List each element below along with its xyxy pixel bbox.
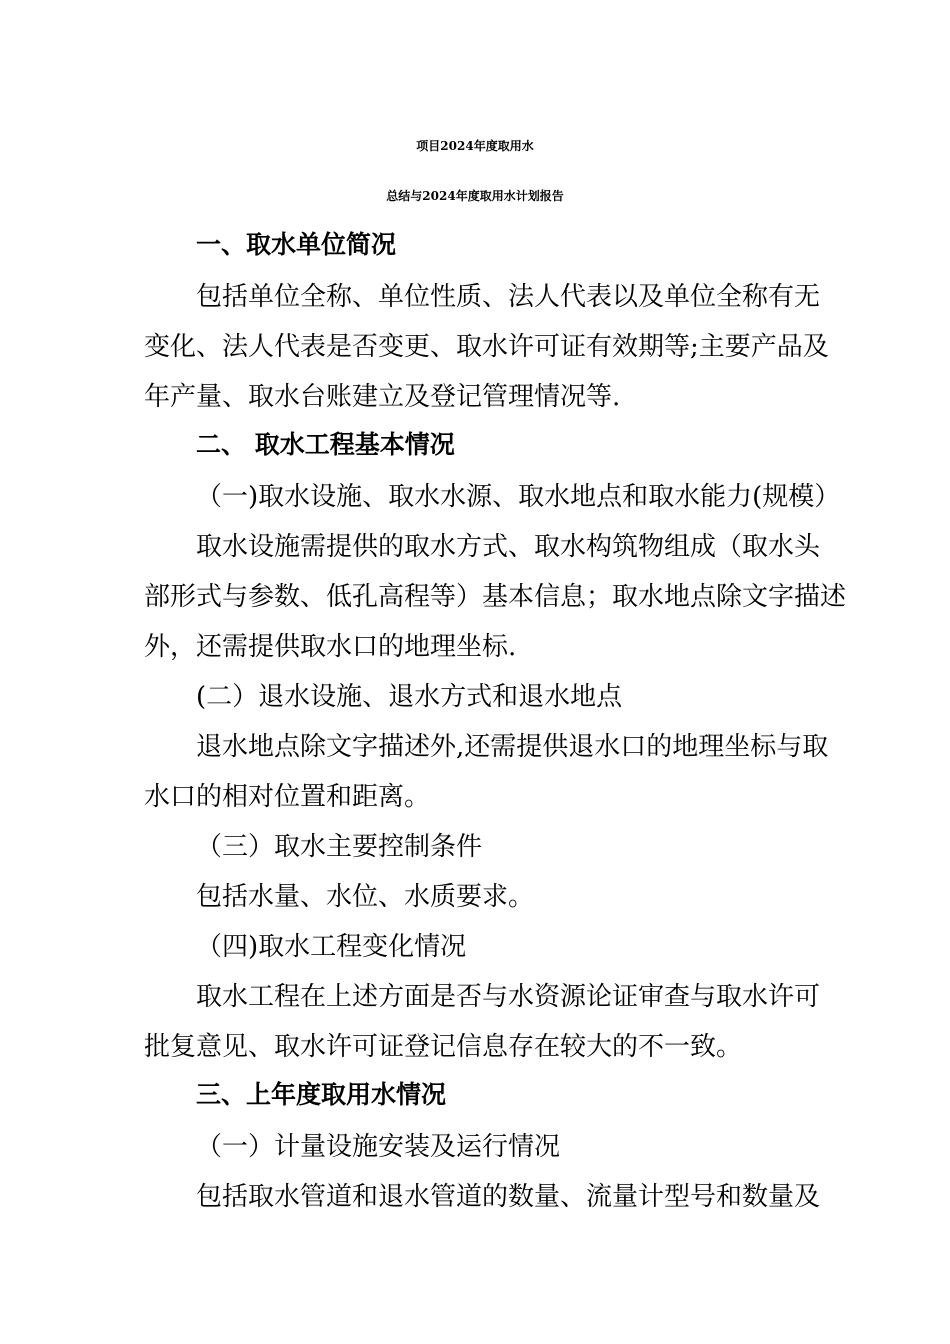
paragraph-line: 水口的相对位置和距离。 bbox=[144, 782, 431, 812]
paragraph-line: 包括取水管道和退水管道的数量、流量计型号和数量及 bbox=[196, 1182, 821, 1212]
paragraph-line: 批复意见、取水许可证登记信息存在较大的不一致。 bbox=[144, 1032, 743, 1062]
subsection-heading: （三）取水主要控制条件 bbox=[196, 832, 483, 862]
paragraph-line: 外，还需提供取水口的地理坐标. bbox=[144, 632, 517, 662]
subsection-heading: （四)取水工程变化情况 bbox=[196, 932, 467, 962]
paragraph-line: 变化、法人代表是否变更、取水许可证有效期等;主要产品及 bbox=[144, 332, 829, 362]
paragraph-line: 退水地点除文字描述外,还需提供退水口的地理坐标与取 bbox=[196, 732, 829, 762]
document-title-line-1: 项目2024年度取用水 bbox=[416, 139, 534, 153]
paragraph-line: 年产量、取水台账建立及登记管理情况等. bbox=[144, 382, 621, 412]
document-title-line-2: 总结与2024年度取用水计划报告 bbox=[386, 189, 564, 203]
paragraph-line: 取水工程在上述方面是否与水资源论证审查与取水许可 bbox=[196, 982, 821, 1012]
paragraph-line: 包括水量、水位、水质要求。 bbox=[196, 882, 535, 912]
paragraph-line: 部形式与参数、低孔高程等）基本信息；取水地点除文字描述 bbox=[144, 582, 847, 612]
section-heading-1: 一、取水单位简况 bbox=[196, 230, 397, 259]
subsection-heading: (二）退水设施、退水方式和退水地点 bbox=[196, 682, 623, 712]
subsection-heading: （一)取水设施、取水水源、取水地点和取水能力(规模） bbox=[196, 482, 841, 512]
subsection-heading: （一）计量设施安装及运行情况 bbox=[196, 1132, 561, 1162]
paragraph-line: 取水设施需提供的取水方式、取水构筑物组成（取水头 bbox=[196, 532, 821, 562]
paragraph-line: 包括单位全称、单位性质、法人代表以及单位全称有无 bbox=[196, 282, 821, 312]
section-heading-3: 三、上年度取用水情况 bbox=[196, 1080, 447, 1109]
section-heading-2: 二、 取水工程基本情况 bbox=[196, 430, 455, 459]
